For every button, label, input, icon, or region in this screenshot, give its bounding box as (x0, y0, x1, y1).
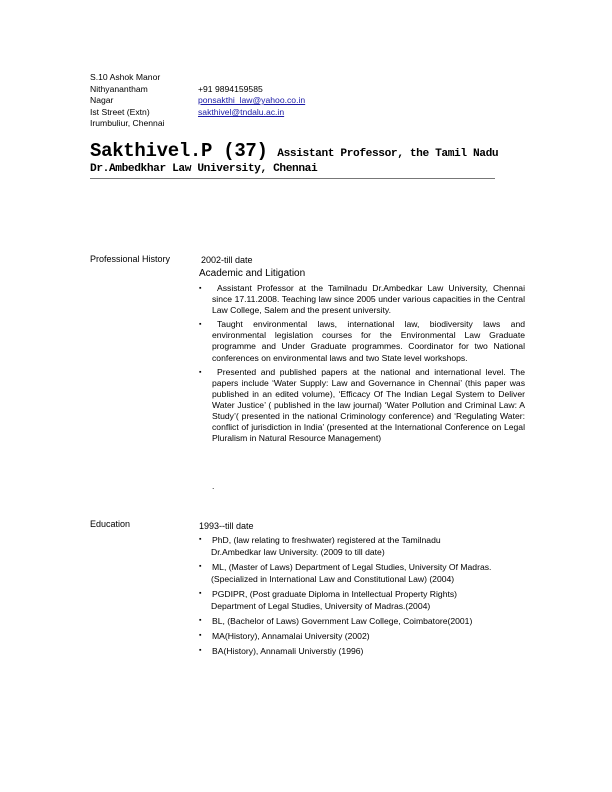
list-item-text: MA(History), Annamalai University (2002) (212, 631, 370, 641)
address-line: Nagar (90, 95, 114, 106)
list-item-text-continued: Dr.Ambedkar law University. (2009 to till date) (211, 547, 385, 557)
list-item-text: BL, (Bachelor of Laws) Government Law College, Coimbatore(2001) (212, 616, 473, 626)
professional-list (199, 283, 525, 447)
bullet-icon: ▪ (199, 321, 202, 329)
bullet-icon: ▪ (199, 536, 202, 543)
education-date-range: 1993--till date (199, 521, 254, 531)
position-title: Assistant Professor, the Tamil Nadu (277, 148, 499, 160)
bullet-icon: ▪ (199, 368, 202, 376)
list-item (199, 561, 529, 585)
list-item (199, 283, 525, 316)
bullet-icon: ▪ (199, 617, 202, 624)
education-list (199, 534, 529, 660)
trailing-period: . (212, 481, 215, 491)
list-item-text-continued: Department of Legal Studies, University of Madras.(2004) (211, 601, 431, 611)
bullet-icon: ▪ (199, 632, 202, 639)
email-link-yahoo[interactable]: ponsakthi_law@yahoo.co.in (198, 95, 306, 106)
title-divider (90, 178, 495, 179)
position-title-continued: Dr.Ambedkhar Law University, Chennai (90, 163, 318, 175)
list-item (199, 645, 529, 657)
professional-heading: Academic and Litigation (199, 268, 306, 279)
address-line: Nithyanantham (90, 83, 148, 94)
list-item (199, 588, 529, 612)
bullet-icon: ▪ (199, 285, 202, 292)
list-item (199, 615, 529, 627)
email-link-university[interactable]: sakthivel@tndalu.ac.in (198, 106, 285, 117)
bullet-icon: ▪ (199, 563, 202, 570)
address-line: Irumbuliur, Chennai (90, 118, 165, 129)
list-item-text: Taught environmental laws, international law, biodiversity laws and environmental legislation courses for the Environmental Law Graduate programme and Under Graduate programmes. Coordinator for two National conferences on environmental laws and two State level workshops. (212, 319, 525, 363)
list-item-text: Assistant Professor at the Tamilnadu Dr.Ambedkar Law University, Chennai since 17.11.2008. Teaching law since 2005 under various capacities in the Central Law College, Salem and the present university. (212, 283, 525, 316)
address-block (90, 72, 165, 130)
professional-date-range: 2002-till date (201, 255, 253, 265)
bullet-icon: ▪ (199, 647, 202, 654)
candidate-name: Sakthivel.P (37) (90, 140, 268, 162)
list-item-text: Presented and published papers at the national and international level. The papers include ‘Water Supply: Law and Governance in Chennai’ (this paper was published in an edited volume), ‘Efficacy Of The Indian Legal System to Deliver Water Justice’ ( published in the law journal) ‘Water Pollution and Criminal Law: A Study’( presented in the national Criminology conference) and ‘Regulating Water: conflict of jurisdiction in India’ (presented at the International Conference on Legal Pluralism in Natural Resource Management) (212, 366, 525, 444)
address-line: Ist Street (Extn) (90, 106, 150, 117)
list-item (199, 630, 529, 642)
address-line: S.10 Ashok Manor (90, 72, 161, 82)
list-item-text: BA(History), Annamali Universtiy (1996) (212, 646, 364, 656)
phone-number: +91 9894159585 (198, 83, 263, 94)
list-item (199, 319, 525, 363)
list-item-text: ML, (Master of Laws) Department of Legal Studies, University Of Madras. (212, 562, 492, 572)
list-item-text: PGDIPR, (Post graduate Diploma in Intellectual Property Rights) (212, 589, 458, 599)
list-item (199, 534, 529, 558)
section-label-education: Education (90, 519, 131, 529)
section-label-professional: Professional History (90, 254, 171, 264)
list-item-text: PhD, (law relating to freshwater) registered at the Tamilnadu (212, 535, 441, 545)
list-item-text-continued: (Specialized in International Law and Constitutional Law) (2004) (211, 574, 455, 584)
contact-block (198, 84, 305, 119)
list-item (199, 367, 525, 445)
bullet-icon: ▪ (199, 590, 202, 597)
resume-title (90, 140, 499, 162)
